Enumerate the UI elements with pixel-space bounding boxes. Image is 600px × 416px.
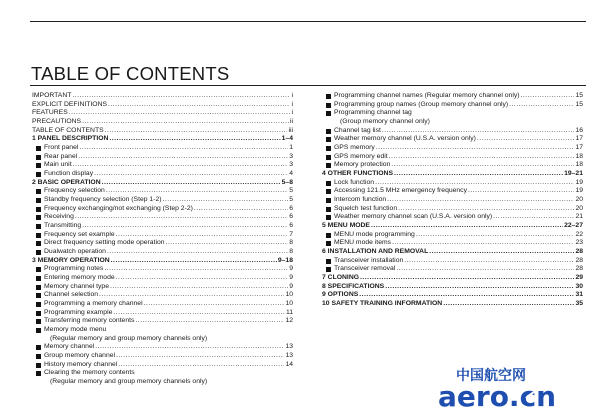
toc-entry-label: GPS memory edit [334, 152, 388, 160]
toc-page-number: 15 [575, 91, 583, 99]
toc-page-number: 14 [285, 360, 293, 368]
toc-page-number: 13 [285, 343, 293, 351]
toc-entry[interactable] [322, 265, 583, 274]
toc-entry[interactable] [32, 317, 293, 326]
toc-page-number: 6 [289, 204, 293, 212]
dot-leader [163, 196, 289, 205]
toc-entry-label: GPS memory [334, 144, 375, 152]
toc-entry-label: Receiving [44, 213, 74, 221]
toc-page-number: 5–8 [281, 178, 293, 186]
toc-entry[interactable] [32, 265, 293, 274]
toc-page-number: 6 [289, 222, 293, 230]
square-bullet-icon [36, 215, 41, 220]
toc-entry-label: Channel selection [44, 291, 99, 299]
square-bullet-icon [326, 198, 331, 203]
watermark-url-text: aero.cn [438, 380, 557, 410]
toc-entry[interactable] [322, 257, 583, 266]
toc-entry-label: Frequency exchanging/not exchanging (Step 2-2) [44, 204, 193, 212]
toc-entry-label: Frequency selection [44, 187, 105, 195]
dot-leader [468, 187, 574, 196]
toc-entry-label: Transferring memory contents [44, 317, 135, 325]
toc-entry-label: Clearing the memory contents [44, 369, 135, 377]
toc-section-entry[interactable] [322, 170, 583, 179]
toc-entry-label: Squelch test function [334, 204, 398, 212]
square-bullet-icon [326, 233, 331, 238]
toc-page-number: 7 [289, 230, 293, 238]
toc-entry[interactable] [32, 187, 293, 196]
square-bullet-icon [36, 241, 41, 246]
square-bullet-icon [36, 293, 41, 298]
toc-entry-label: 9 OPTIONS [322, 291, 359, 299]
dot-leader [376, 144, 575, 153]
toc-entry[interactable] [32, 196, 293, 205]
toc-entry-label: Weather memory channel scan (U.S.A. version only) [334, 213, 493, 221]
toc-page-number: 28 [575, 256, 583, 264]
toc-entry[interactable] [322, 179, 583, 188]
toc-entry[interactable] [32, 370, 293, 379]
toc-entry-label: History memory channel [44, 360, 118, 368]
dot-leader [385, 283, 574, 292]
toc-section-entry[interactable] [32, 257, 293, 266]
toc-entry[interactable] [32, 161, 293, 170]
toc-entry[interactable] [32, 352, 293, 361]
dot-leader [99, 291, 284, 300]
dot-leader [166, 239, 289, 248]
square-bullet-icon [36, 302, 41, 307]
dot-leader [69, 109, 291, 118]
toc-entry-label: Memory protection [334, 161, 391, 169]
toc-page-number: 19 [575, 178, 583, 186]
toc-entry[interactable] [322, 144, 583, 153]
toc-page-number: 28 [575, 248, 583, 256]
toc-entry[interactable] [322, 109, 583, 118]
toc-page-number: 10 [285, 300, 293, 308]
dot-leader [382, 127, 575, 136]
toc-entry-label: Function display [44, 170, 94, 178]
dot-leader [110, 283, 288, 292]
dot-leader [493, 213, 574, 222]
toc-page-number: 22 [575, 230, 583, 238]
square-bullet-icon [36, 155, 41, 160]
toc-entry[interactable] [32, 335, 293, 344]
toc-entry[interactable] [32, 309, 293, 318]
toc-left-column [32, 92, 293, 387]
toc-entry[interactable] [32, 101, 293, 110]
square-bullet-icon [36, 163, 41, 168]
dot-leader [116, 231, 289, 240]
toc-page-number: iii [288, 126, 293, 134]
toc-entry[interactable] [322, 92, 583, 101]
square-bullet-icon [326, 189, 331, 194]
toc-page-number: i [291, 91, 293, 99]
toc-entry-label: Memory channel [44, 343, 95, 351]
dot-leader [521, 92, 575, 101]
square-bullet-icon [36, 371, 41, 376]
toc-page-number: 9–18 [277, 256, 293, 264]
toc-page-number: 17 [575, 135, 583, 143]
toc-entry[interactable] [32, 213, 293, 222]
toc-entry-label: FEATURES [32, 109, 68, 117]
toc-entry[interactable] [32, 118, 293, 127]
toc-page-number: i [291, 100, 293, 108]
dot-leader [396, 265, 574, 274]
toc-section-entry[interactable] [322, 274, 583, 283]
dot-leader [106, 187, 288, 196]
toc-entry-label: Main unit [44, 161, 72, 169]
toc-entry-label: 3 MEMORY OPERATION [32, 256, 110, 264]
square-bullet-icon [326, 207, 331, 212]
toc-entry[interactable] [322, 161, 583, 170]
toc-entry[interactable] [32, 222, 293, 231]
dot-leader [107, 248, 288, 257]
toc-entry-label: 2 BASIC OPERATION [32, 178, 101, 186]
dot-leader [113, 309, 285, 318]
toc-entry-label: Programming example [44, 308, 113, 316]
dot-leader [389, 153, 575, 162]
square-bullet-icon [36, 363, 41, 368]
toc-entry-label: Frequency set example [44, 230, 115, 238]
dot-leader [108, 101, 290, 110]
toc-entry-label: PRECAUTIONS [32, 118, 82, 125]
toc-entry-label: Group memory channel [44, 352, 116, 360]
toc-entry[interactable] [32, 283, 293, 292]
toc-entry-label: Front panel [44, 144, 79, 152]
toc-page-number: 11 [285, 308, 293, 316]
dot-leader [116, 274, 289, 283]
square-bullet-icon [36, 319, 41, 324]
toc-page-number: 29 [575, 274, 583, 282]
dot-leader [75, 213, 288, 222]
dot-leader [371, 222, 563, 231]
toc-page-number: 19–21 [564, 170, 583, 178]
toc-page-number: 19 [575, 187, 583, 195]
toc-entry[interactable] [32, 144, 293, 153]
toc-entry-label: Rear panel [44, 152, 78, 160]
toc-entry-label: 6 INSTALLATION AND REMOVAL [322, 248, 429, 256]
toc-entry[interactable] [32, 231, 293, 240]
dot-leader [135, 317, 284, 326]
top-rule [30, 21, 586, 22]
toc-page-number: 35 [575, 300, 583, 308]
toc-page-number: 22–27 [564, 222, 583, 230]
dot-leader [404, 257, 574, 266]
toc-page-number: 20 [575, 196, 583, 204]
dot-leader [375, 179, 574, 188]
toc-section-entry[interactable] [32, 179, 293, 188]
toc-page-number: 13 [285, 352, 293, 360]
toc-entry[interactable] [32, 361, 293, 370]
toc-entry-label: (Regular memory and group memory channels only) [50, 378, 208, 386]
toc-entry-label: Memory channel type [44, 282, 109, 290]
toc-page-number: 12 [285, 317, 293, 325]
toc-entry-label: Transceiver removal [334, 265, 396, 273]
dot-leader [116, 352, 284, 361]
dot-leader [109, 135, 280, 144]
toc-entry-label: (Regular memory and group memory channels only) [50, 334, 208, 342]
toc-page-number: 9 [289, 274, 293, 282]
square-bullet-icon [36, 267, 41, 272]
toc-page-number: 6 [289, 213, 293, 221]
toc-entry[interactable] [32, 291, 293, 300]
toc-entry-label: 10 SAFETY TRAINING INFORMATION [322, 300, 443, 308]
toc-entry-label: Programming channel tag [334, 109, 412, 117]
toc-page-number: 8 [289, 248, 293, 256]
toc-page-number: 5 [289, 196, 293, 204]
toc-entry-label: Direct frequency setting mode operation [44, 239, 165, 247]
toc-entry[interactable] [32, 153, 293, 162]
toc-page-number: 3 [289, 161, 293, 169]
dot-leader [359, 291, 574, 300]
toc-page-number: 15 [575, 100, 583, 108]
square-bullet-icon [326, 137, 331, 142]
toc-page-number: ii [289, 118, 293, 125]
toc-section-entry[interactable] [322, 248, 583, 257]
toc-entry[interactable] [322, 153, 583, 162]
toc-entry-label: IMPORTANT [32, 91, 72, 99]
toc-entry-label: EXPLICIT DEFINITIONS [32, 100, 108, 108]
dot-leader [78, 153, 288, 162]
toc-entry-label: (Group memory channel only) [340, 118, 430, 125]
toc-entry-label: Transceiver installation [334, 256, 404, 264]
dot-leader [391, 161, 574, 170]
toc-page-number: i [291, 109, 293, 117]
square-bullet-icon [36, 250, 41, 255]
toc-page-number: 30 [575, 282, 583, 290]
square-bullet-icon [36, 276, 41, 281]
square-bullet-icon [36, 354, 41, 359]
toc-entry-label: Programming a memory channel [44, 300, 143, 308]
toc-entry[interactable] [32, 378, 293, 387]
toc-entry[interactable] [322, 213, 583, 222]
toc-entry-label: TABLE OF CONTENTS [32, 126, 104, 134]
toc-entry[interactable] [32, 127, 293, 136]
dot-leader [73, 161, 289, 170]
toc-entry[interactable] [32, 239, 293, 248]
square-bullet-icon [36, 189, 41, 194]
toc-entry-label: 1 PANEL DESCRIPTION [32, 135, 109, 143]
toc-entry[interactable] [322, 196, 583, 205]
square-bullet-icon [36, 311, 41, 316]
toc-entry[interactable] [32, 343, 293, 352]
toc-page-number: 23 [575, 239, 583, 247]
toc-page-number: 20 [575, 204, 583, 212]
dot-leader [194, 205, 288, 214]
toc-entry-label: 5 MENU MODE [322, 222, 370, 230]
toc-entry[interactable] [32, 300, 293, 309]
dot-leader [360, 274, 574, 283]
toc-entry[interactable] [32, 248, 293, 257]
toc-page-number: 5 [289, 187, 293, 195]
aero-cn-watermark-logo [434, 364, 594, 410]
toc-entry[interactable] [32, 326, 293, 335]
toc-page-number: 31 [575, 291, 583, 299]
square-bullet-icon [326, 146, 331, 151]
toc-entry-label: 8 SPECIFICATIONS [322, 282, 385, 290]
toc-entry-label: MENU mode programming [334, 230, 415, 238]
square-bullet-icon [326, 94, 331, 99]
watermark-cn-text: 中国航空网 [456, 368, 526, 384]
square-bullet-icon [36, 172, 41, 177]
square-bullet-icon [326, 163, 331, 168]
toc-entry-label: Dualwatch operation [44, 248, 106, 256]
dot-leader [443, 300, 574, 309]
square-bullet-icon [36, 328, 41, 333]
dot-leader [102, 179, 281, 188]
square-bullet-icon [326, 241, 331, 246]
dot-leader [392, 239, 574, 248]
square-bullet-icon [36, 146, 41, 151]
toc-entry-label: 7 CLONING [322, 274, 360, 282]
toc-entry[interactable] [322, 127, 583, 136]
toc-entry[interactable] [322, 239, 583, 248]
square-bullet-icon [326, 181, 331, 186]
toc-entry[interactable] [322, 231, 583, 240]
title-rule [30, 85, 586, 86]
toc-entry-label: Memory mode menu [44, 326, 107, 334]
toc-entry[interactable] [32, 170, 293, 179]
toc-page-number: 1–4 [281, 135, 293, 143]
toc-entry-label: Intercom function [334, 196, 387, 204]
toc-entry-label: Entering memory mode [44, 274, 115, 282]
square-bullet-icon [326, 155, 331, 160]
toc-page-number: 16 [575, 126, 583, 134]
dot-leader [94, 170, 288, 179]
toc-entry[interactable] [322, 135, 583, 144]
dot-leader [82, 222, 288, 231]
toc-page-number: 9 [289, 282, 293, 290]
toc-entry-label: 4 OTHER FUNCTIONS [322, 170, 393, 178]
toc-entry[interactable] [32, 92, 293, 101]
toc-entry[interactable] [322, 187, 583, 196]
square-bullet-icon [326, 103, 331, 108]
toc-page-number: 18 [575, 161, 583, 169]
toc-section-entry[interactable] [322, 283, 583, 292]
toc-entry-label: Standby frequency selection (Step 1-2) [44, 196, 162, 204]
square-bullet-icon [326, 111, 331, 116]
dot-leader [104, 265, 288, 274]
toc-page-number: 3 [289, 152, 293, 160]
square-bullet-icon [36, 224, 41, 229]
toc-entry[interactable] [322, 101, 583, 110]
square-bullet-icon [36, 285, 41, 290]
toc-entry-label: Weather memory channel (U.S.A. version only) [334, 135, 476, 143]
dot-leader [118, 361, 284, 370]
toc-entry[interactable] [322, 118, 583, 127]
toc-page-number: 10 [285, 291, 293, 299]
toc-section-entry[interactable] [322, 300, 583, 309]
toc-entry-label: Lock function [334, 178, 375, 186]
toc-entry-label: Accessing 121.5 MHz emergency frequency [334, 187, 467, 195]
toc-entry[interactable] [322, 205, 583, 214]
square-bullet-icon [326, 215, 331, 220]
toc-section-entry[interactable] [322, 291, 583, 300]
toc-entry-label: Programming notes [44, 265, 104, 273]
dot-leader [72, 92, 290, 101]
toc-page-number: 8 [289, 239, 293, 247]
dot-leader [95, 343, 284, 352]
toc-entry-label: Transmitting [44, 222, 82, 230]
dot-leader [79, 144, 288, 153]
toc-page-number: 9 [289, 265, 293, 273]
dot-leader [111, 257, 277, 266]
square-bullet-icon [326, 267, 331, 272]
toc-entry[interactable] [32, 109, 293, 118]
square-bullet-icon [36, 207, 41, 212]
toc-entry-label: Channel tag list [334, 126, 381, 134]
dot-leader [387, 196, 574, 205]
toc-section-entry[interactable] [32, 135, 293, 144]
square-bullet-icon [36, 345, 41, 350]
toc-page-number: 21 [575, 213, 583, 221]
dot-leader [509, 101, 574, 110]
dot-leader [398, 205, 574, 214]
toc-entry[interactable] [32, 205, 293, 214]
toc-entry-label: MENU mode items [334, 239, 392, 247]
square-bullet-icon [36, 198, 41, 203]
dot-leader [394, 170, 563, 179]
toc-page-number: 1 [289, 144, 293, 152]
dot-leader [477, 135, 575, 144]
square-bullet-icon [326, 259, 331, 264]
dot-leader [82, 118, 289, 127]
square-bullet-icon [36, 233, 41, 238]
toc-page-number: 17 [575, 144, 583, 152]
dot-leader [105, 127, 288, 136]
dot-leader [144, 300, 285, 309]
toc-entry-label: Programming group names (Group memory channel only) [334, 100, 509, 108]
toc-entry-label: Programming channel names (Regular memory channel only) [334, 91, 520, 99]
toc-page-number: 4 [289, 170, 293, 178]
dot-leader [429, 248, 574, 257]
square-bullet-icon [326, 129, 331, 134]
toc-page-number: 28 [575, 265, 583, 273]
dot-leader [416, 231, 575, 240]
toc-entry[interactable] [32, 274, 293, 283]
toc-page-number: 18 [575, 152, 583, 160]
page-title: TABLE OF CONTENTS [31, 63, 230, 84]
toc-section-entry[interactable] [322, 222, 583, 231]
toc-right-column [322, 92, 583, 309]
